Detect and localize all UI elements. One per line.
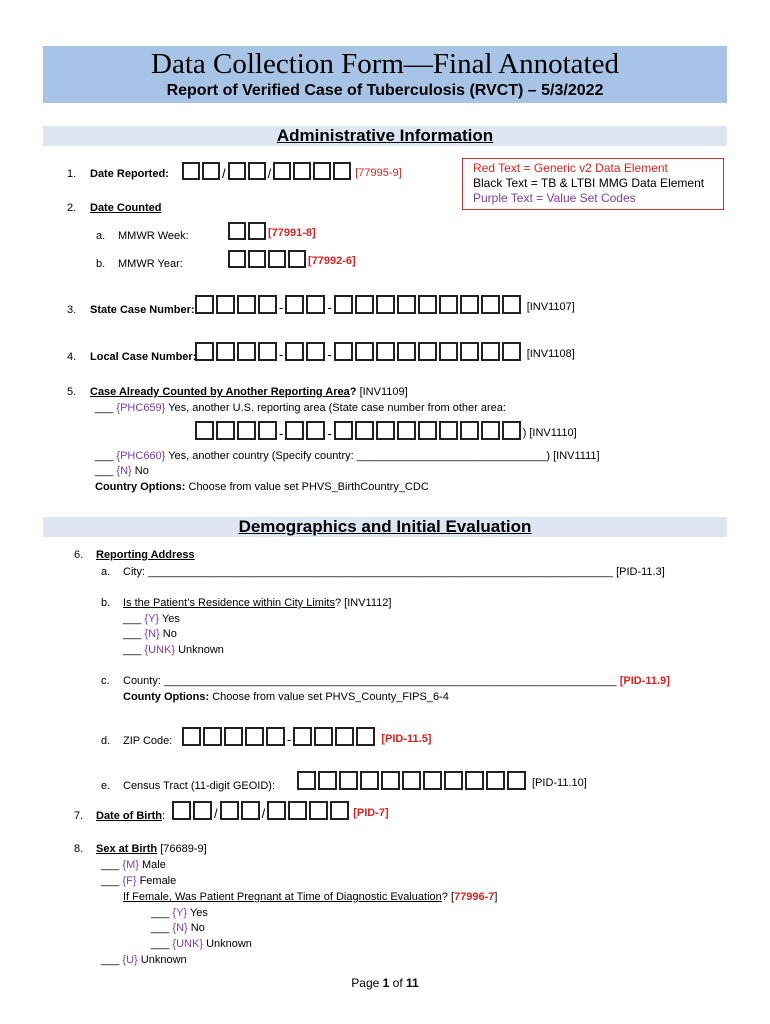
q6b-option-yes[interactable]: ___ {Y} Yes <box>123 613 180 625</box>
section-admin-header <box>43 126 727 146</box>
legend-red: Red Text = Generic v2 Data Element <box>473 161 668 175</box>
q5-code: [INV1109] <box>359 386 408 398</box>
q2b-code: [77992-6] <box>308 255 356 267</box>
q2-number: 2. <box>67 202 77 214</box>
q7-label-line: Date of Birth: <box>96 810 166 822</box>
q3-number: 3. <box>67 304 77 316</box>
q6e-letter: e. <box>101 780 111 792</box>
q2b-letter: b. <box>96 258 106 270</box>
q8-label-line <box>96 843 207 856</box>
q1-code: [77995-9] <box>355 167 402 179</box>
q8-pregnant-option-unknown[interactable]: ___ {UNK} Unknown <box>151 938 252 950</box>
q8-option-female[interactable]: ___ {F} Female <box>101 875 177 887</box>
date-reported-year[interactable] <box>273 162 353 180</box>
q6d-code: [PID-11.5] <box>381 733 432 745</box>
county-field[interactable]: County: __________________________________________________________________________ [PID-11.9] <box>123 675 670 687</box>
q6e-label: Census Tract (11-digit GEOID): <box>123 780 276 792</box>
state-case-number-field[interactable]: - - [INV1107] <box>195 295 575 314</box>
date-reported-field[interactable]: / / [77995-9] <box>182 162 402 180</box>
q2b-label: MMWR Year: <box>118 258 183 270</box>
q5-label: Case Already Counted by Another Reporting Area <box>90 386 350 398</box>
q8-pregnant-code: 77996-7 <box>454 891 495 903</box>
page-footer: Page 1 of 11 <box>351 976 419 990</box>
q6b-letter: b. <box>101 597 111 609</box>
q8-pregnant-line: If Female, Was Patient Pregnant at Time of Diagnostic Evaluation? [77996-7] <box>123 891 498 903</box>
page-subtitle: Report of Verified Case of Tuberculosis (RVCT) – 5/3/2022 <box>166 82 604 99</box>
zip-code-field[interactable]: - [PID-11.5] <box>182 727 431 746</box>
q6b-code: [INV1112] <box>344 597 392 609</box>
section-demo-header <box>43 517 727 537</box>
q5-close-code: [INV1110] <box>529 427 577 439</box>
q6-number: 6. <box>74 549 84 561</box>
q3-code: [INV1107] <box>526 301 575 313</box>
q2a-label: MMWR Week: <box>118 230 189 242</box>
date-reported-day[interactable] <box>228 162 268 180</box>
q5-country-options: Country Options: Choose from value set PHVS_BirthCountry_CDC <box>95 481 429 493</box>
q2-label: Date Counted <box>90 202 162 214</box>
q1-number: 1. <box>67 168 77 180</box>
q6c-county-options: County Options: Choose from value set PHVS_County_FIPS_6-4 <box>123 691 449 703</box>
legend-black: Black Text = TB & LTBI MMG Data Element <box>473 176 705 190</box>
q6d-letter: d. <box>101 735 111 747</box>
q8-code: [76689-9] <box>160 843 207 855</box>
q4-label: Local Case Number: <box>90 351 197 363</box>
q4-code: [INV1108] <box>526 348 575 360</box>
mmwr-week-field[interactable] <box>228 222 316 240</box>
q7-code: [PID-7] <box>353 807 389 819</box>
local-case-number-field[interactable]: - - [INV1108] <box>195 342 575 361</box>
q2a-letter: a. <box>96 230 106 242</box>
q6b-label-line: Is the Patient’s Residence within City Limits? [INV1112] <box>123 597 392 609</box>
q1-label: Date Reported: <box>90 168 169 180</box>
q6b-option-no[interactable]: ___ {N} No <box>123 628 177 640</box>
q6c-letter: c. <box>101 675 110 687</box>
q4-number: 4. <box>67 351 77 363</box>
q5-option-no[interactable]: ___ {N} No <box>95 465 149 477</box>
legend-purple: Purple Text = Value Set Codes <box>473 191 636 205</box>
current-page: 1 <box>382 976 390 990</box>
q7-label: Date of Birth <box>96 810 162 822</box>
city-field[interactable]: City: ____________________________________________________________________________ [PID-11.3] <box>123 566 665 578</box>
q6e-code: [PID-11.10] <box>532 777 587 789</box>
q3-label: State Case Number: <box>90 304 195 316</box>
q8-label: Sex at Birth <box>96 843 158 855</box>
page-title: Data Collection Form—Final Annotated <box>151 48 619 80</box>
q6a-letter: a. <box>101 566 111 578</box>
q6a-code: [PID-11.3] <box>616 566 665 578</box>
section-demo-title: Demographics and Initial Evaluation <box>238 517 532 536</box>
date-reported-month[interactable] <box>182 162 222 180</box>
mmwr-year-field[interactable] <box>228 250 356 268</box>
q6-label: Reporting Address <box>96 549 195 561</box>
q5-label-line: Case Already Counted by Another Reporting Area? [INV1109] <box>90 386 408 398</box>
q6b-option-unknown[interactable]: ___ {UNK} Unknown <box>123 644 224 656</box>
q7-number: 7. <box>74 810 84 822</box>
date-of-birth-field[interactable]: / / [PID-7] <box>172 801 389 820</box>
q2a-code: [77991-8] <box>268 227 316 239</box>
q5-number: 5. <box>67 386 77 398</box>
q8-pregnant-option-no[interactable]: ___ {N} No <box>151 922 205 934</box>
q5-option-yes-us[interactable]: ___ {PHC659} Yes, another U.S. reporting area (State case number from other area: <box>95 402 506 414</box>
q8-option-unknown[interactable]: ___ {U} Unknown <box>101 954 187 966</box>
q6d-label: ZIP Code: <box>123 735 173 747</box>
q8-pregnant-label: If Female, Was Patient Pregnant at Time of Diagnostic Evaluation <box>123 891 442 903</box>
q8-pregnant-option-yes[interactable]: ___ {Y} Yes <box>151 907 208 919</box>
title-banner <box>43 46 727 103</box>
census-tract-field[interactable] <box>297 771 587 790</box>
color-legend <box>462 158 724 210</box>
total-pages: 11 <box>406 976 419 990</box>
q5-option-yes-country[interactable]: ___ {PHC660} Yes, another country (Specify country: _______________________________) [INV1111] <box>95 450 600 462</box>
q6c-code: [PID-11.9] <box>619 675 670 687</box>
other-area-case-number-field[interactable]: - - ) [INV1110] <box>195 421 577 440</box>
q8-option-male[interactable]: ___ {M} Male <box>101 859 166 871</box>
section-admin-title: Administrative Information <box>276 126 494 145</box>
q8-number: 8. <box>74 843 84 855</box>
q6b-label: Is the Patient’s Residence within City Limits <box>123 597 335 609</box>
